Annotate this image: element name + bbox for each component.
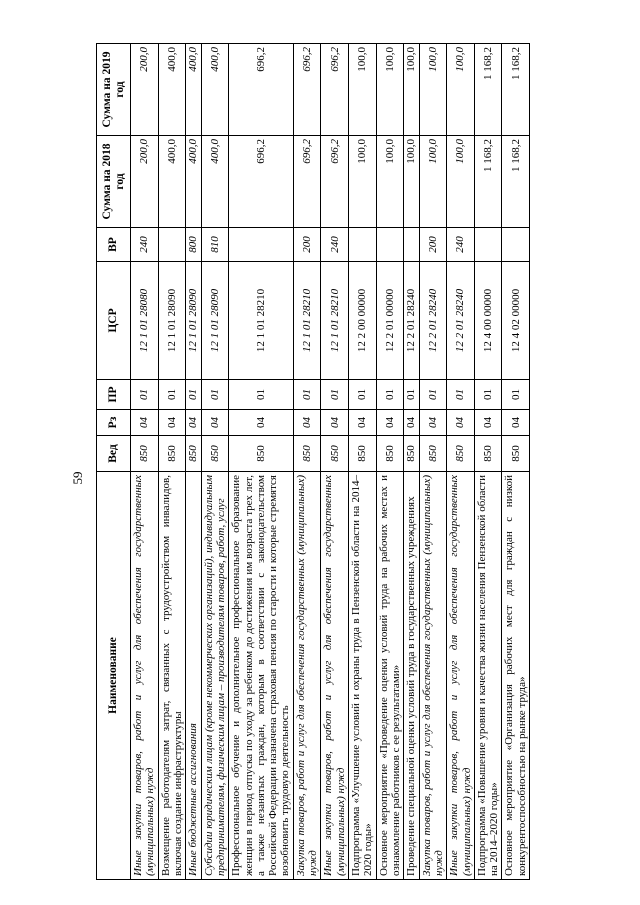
header-name: Наименование: [97, 472, 131, 880]
table-cell-csr: 12 2 01 28240: [447, 262, 475, 380]
table-cell-rz: 04: [131, 410, 159, 436]
table-cell-pr: 01: [131, 380, 159, 410]
header-rz: Рз: [97, 410, 131, 436]
table-cell-csr: 12 2 01 28240: [419, 262, 447, 380]
table-cell-ved: 850: [349, 436, 377, 472]
table-cell-vr: [502, 228, 530, 262]
table-header-row: [97, 44, 131, 880]
table-cell-sum-2019: 100,0: [376, 44, 404, 136]
table-cell-sum-2019: 696,2: [229, 44, 294, 136]
table-row: [201, 44, 229, 880]
table-cell-csr: 12 1 01 28090: [186, 262, 201, 380]
table-cell-ved: 850: [293, 436, 321, 472]
table-cell-csr: 12 4 02 00000: [502, 262, 530, 380]
table-cell-csr: 12 4 00 00000: [474, 262, 502, 380]
table-cell-vr: 800: [186, 228, 201, 262]
table-cell-pr: 01: [321, 380, 349, 410]
header-pr: ПР: [97, 380, 131, 410]
table-cell-csr: 12 2 00 00000: [349, 262, 377, 380]
table-row: [376, 44, 404, 880]
table-cell-sum-2019: 100,0: [447, 44, 475, 136]
table-cell-sum-2019: 100,0: [419, 44, 447, 136]
table-row: [404, 44, 419, 880]
table-cell-csr: 12 1 01 28080: [131, 262, 159, 380]
table-cell-sum-2019: 696,2: [321, 44, 349, 136]
table-cell-sum-2018: 1 168,2: [474, 136, 502, 228]
table-cell-sum-2018: 400,0: [158, 136, 186, 228]
table-cell-rz: 04: [158, 410, 186, 436]
table-cell-pr: 01: [474, 380, 502, 410]
table-cell-sum-2018: 100,0: [404, 136, 419, 228]
header-sum-2019: Сумма на 2019 год: [97, 44, 131, 136]
table-cell-ved: 850: [404, 436, 419, 472]
table-cell-sum-2018: 696,2: [293, 136, 321, 228]
table-cell-name: Иные бюджетные ассигнования: [186, 472, 201, 880]
table-cell-sum-2019: 100,0: [404, 44, 419, 136]
table-cell-sum-2018: 696,2: [229, 136, 294, 228]
table-cell-pr: 01: [229, 380, 294, 410]
table-cell-pr: 01: [502, 380, 530, 410]
table-cell-ved: 850: [447, 436, 475, 472]
table-cell-vr: [158, 228, 186, 262]
table-body: [131, 44, 530, 880]
table-row: [293, 44, 321, 880]
table-cell-sum-2019: 1 168,2: [502, 44, 530, 136]
table-cell-csr: 12 1 01 28210: [229, 262, 294, 380]
table-cell-rz: 04: [502, 410, 530, 436]
table-row: [158, 44, 186, 880]
table-cell-vr: [229, 228, 294, 262]
table-cell-sum-2018: 200,0: [131, 136, 159, 228]
table-cell-sum-2018: 400,0: [186, 136, 201, 228]
header-vr: ВР: [97, 228, 131, 262]
table-row: [321, 44, 349, 880]
table-cell-rz: 04: [321, 410, 349, 436]
table-cell-sum-2018: 1 168,2: [502, 136, 530, 228]
table-cell-rz: 04: [376, 410, 404, 436]
table-cell-ved: 850: [502, 436, 530, 472]
table-cell-sum-2018: 100,0: [419, 136, 447, 228]
table-cell-sum-2018: 100,0: [376, 136, 404, 228]
table-cell-vr: 240: [131, 228, 159, 262]
table-cell-rz: 04: [186, 410, 201, 436]
table-cell-csr: 12 2 01 00000: [376, 262, 404, 380]
table-cell-vr: 200: [419, 228, 447, 262]
table-cell-rz: 04: [419, 410, 447, 436]
table-cell-name: Закупка товаров, работ и услуг для обеспечения государственных (муниципальных) нужд: [419, 472, 447, 880]
table-cell-name: Иные закупки товаров, работ и услуг для обеспечения государственных (муниципальных) нужд: [131, 472, 159, 880]
table-row: [474, 44, 502, 880]
table-cell-rz: 04: [474, 410, 502, 436]
table-cell-csr: 12 1 01 28210: [321, 262, 349, 380]
table-cell-name: Основное мероприятие «Проведение оценки условий труда на рабочих местах и ознакомление работников с ее результатами»: [376, 472, 404, 880]
table-cell-ved: 850: [419, 436, 447, 472]
table-cell-ved: 850: [321, 436, 349, 472]
table-cell-vr: 240: [447, 228, 475, 262]
table-cell-name: Профессиональное обучение и дополнительное профессиональное образование женщин в период отпуска по уходу за ребенком до достижения им возраста трех лет, а также незанятых граждан, которым в соответствии с законодательством Российской Федерации назначена страховая пенсия по старости и которые стремятся возобновить трудовую деятельность: [229, 472, 294, 880]
table-cell-pr: 01: [158, 380, 186, 410]
table-cell-vr: [376, 228, 404, 262]
header-sum-2018: Сумма на 2018 год: [97, 136, 131, 228]
table-cell-name: Подпрограмма «Повышение уровня и качества жизни населения Пензенской области на 2014–2020 годы»: [474, 472, 502, 880]
table-cell-pr: 01: [447, 380, 475, 410]
table-cell-name: Иные закупки товаров, работ и услуг для обеспечения государственных (муниципальных) нужд: [447, 472, 475, 880]
table-cell-rz: 04: [447, 410, 475, 436]
table-row: [447, 44, 475, 880]
table-cell-sum-2019: 400,0: [158, 44, 186, 136]
table-row: [186, 44, 201, 880]
table-cell-rz: 04: [201, 410, 229, 436]
table-cell-sum-2019: 400,0: [186, 44, 201, 136]
table-cell-csr: 12 1 01 28090: [201, 262, 229, 380]
table-cell-sum-2019: 100,0: [349, 44, 377, 136]
table-cell-csr: 12 1 01 28210: [293, 262, 321, 380]
table-cell-ved: 850: [131, 436, 159, 472]
table-row: [419, 44, 447, 880]
table-cell-vr: 810: [201, 228, 229, 262]
table-cell-sum-2019: 696,2: [293, 44, 321, 136]
table-cell-rz: 04: [404, 410, 419, 436]
table-cell-sum-2019: 1 168,2: [474, 44, 502, 136]
table-row: [502, 44, 530, 880]
table-row: [229, 44, 294, 880]
table-cell-pr: 01: [404, 380, 419, 410]
table-row: [131, 44, 159, 880]
table-cell-sum-2019: 400,0: [201, 44, 229, 136]
page-number: 59: [70, 471, 85, 485]
table-cell-name: Подпрограмма «Улучшение условий и охраны труда в Пензенской области на 2014–2020 годы»: [349, 472, 377, 880]
table-cell-pr: 01: [419, 380, 447, 410]
table-cell-ved: 850: [474, 436, 502, 472]
table-cell-vr: [404, 228, 419, 262]
table-cell-ved: 850: [158, 436, 186, 472]
table-cell-name: Проведение специальной оценки условий труда в государственных учреждениях: [404, 472, 419, 880]
table-cell-sum-2018: 696,2: [321, 136, 349, 228]
table-cell-rz: 04: [349, 410, 377, 436]
header-csr: ЦСР: [97, 262, 131, 380]
table-cell-csr: 12 1 01 28090: [158, 262, 186, 380]
budget-table: [96, 43, 530, 880]
table-cell-sum-2019: 200,0: [131, 44, 159, 136]
table-cell-pr: 01: [293, 380, 321, 410]
header-ved: Вед: [97, 436, 131, 472]
table-cell-name: Субсидии юридическим лицам (кроме некоммерческих организаций), индивидуальным предпринимателям, физическим лицам – производителям товаров, работ, услуг: [201, 472, 229, 880]
table-cell-pr: 01: [186, 380, 201, 410]
table-cell-ved: 850: [376, 436, 404, 472]
rotated-page-content: [96, 44, 616, 880]
table-cell-ved: 850: [201, 436, 229, 472]
table-cell-sum-2018: 100,0: [349, 136, 377, 228]
table-cell-pr: 01: [349, 380, 377, 410]
table-cell-vr: [349, 228, 377, 262]
table-row: [349, 44, 377, 880]
table-cell-vr: 200: [293, 228, 321, 262]
table-cell-csr: 12 2 01 28240: [404, 262, 419, 380]
table-cell-rz: 04: [229, 410, 294, 436]
table-cell-name: Закупка товаров, работ и услуг для обеспечения государственных (муниципальных) нужд: [293, 472, 321, 880]
table-cell-name: Иные закупки товаров, работ и услуг для обеспечения государственных (муниципальных) нужд: [321, 472, 349, 880]
table-cell-ved: 850: [229, 436, 294, 472]
table-cell-vr: [474, 228, 502, 262]
table-cell-name: Основное мероприятие «Организация рабочих мест для граждан с низкой конкурентоспособностью на рынке труда»: [502, 472, 530, 880]
table-cell-vr: 240: [321, 228, 349, 262]
table-cell-pr: 01: [201, 380, 229, 410]
table-cell-sum-2018: 400,0: [201, 136, 229, 228]
table-cell-pr: 01: [376, 380, 404, 410]
table-cell-sum-2018: 100,0: [447, 136, 475, 228]
table-cell-name: Возмещение работодателям затрат, связанных с трудоустройством инвалидов, включая создание инфраструктуры: [158, 472, 186, 880]
table-cell-ved: 850: [186, 436, 201, 472]
table-cell-rz: 04: [293, 410, 321, 436]
